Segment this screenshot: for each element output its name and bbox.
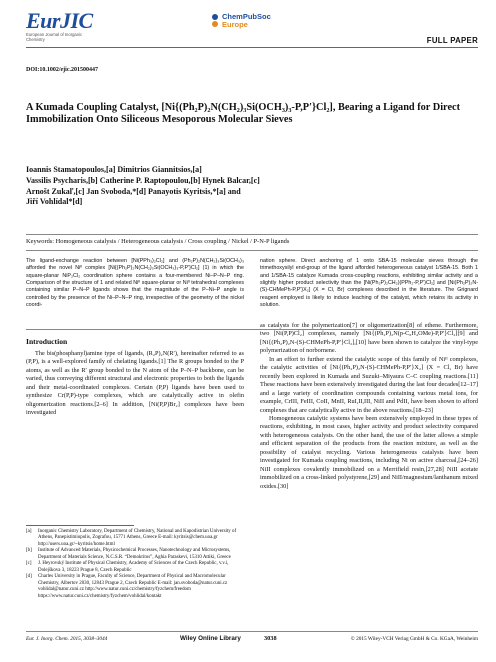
affiliation	[26, 561, 248, 574]
author-line: Vassilis Psycharis,[b] Catherine P. Raptopoulou,[b] Hynek Balcar,[c]	[26, 175, 260, 185]
header-divider	[26, 47, 478, 48]
keywords-bottom-divider	[26, 250, 478, 251]
body-column-left	[26, 350, 244, 418]
affiliation-text: Institute of Advanced Materials, Physicochemical Processes, Nanotechnology and Microsystems, Department of Materials Science, N.C.S.R. “Demokritos”, Aghia Paraskevi, 15310 Attiki, Greece	[38, 548, 231, 560]
keywords-top-divider	[26, 234, 478, 235]
journal-logo	[26, 10, 98, 44]
affiliation-text: Charles University in Prague, Faculty of Science, Department of Physical and Macromolecular Chemistry, Albertov 2030, 12843 Prague 2, Czech Republic E-mail: jan.svoboda@natur.cuni.cz vohlidal@natur.cuni.cz http://www.natur.cuni.cz/chemistry/fyzchem/freedom https://www.natur.cuni.cz/chemistry/fyzchem/vohlidal/kontakt	[38, 574, 228, 599]
doi[interactable]: DOI:10.1002/ejic.201500447	[26, 67, 98, 73]
footer-page-number: 3038	[264, 635, 277, 642]
paragraph: Homogeneous catalytic systems have been extensively employed in these types of reactions, exhibiting, in most cases, higher activity and product selectivity compared with heterogeneous catalysts. On the other hand, the use of the latter allows a simple and efficient separation of the products from the reaction mixture, as well as the possibility of catalyst recycling. Various heterogeneous catalysts have been investigated for Kumada coupling reactions, including Ni on active charcoal,[24–26] NiII complexes covalently immobilized on a Merrifield resin,[27,28] NiII acetate immobilized on a cross-linked polystyrene,[29] and NiII/magnesium/lanthanum mixed oxides.[30]	[260, 414, 478, 490]
keywords: Keywords: Homogeneous catalysis / Heterogeneous catalysis / Cross coupling / Nickel / P-N-P ligands	[26, 238, 290, 245]
footer-citation: Eur. J. Inorg. Chem. 2015, 3038–3044	[26, 636, 108, 642]
section-heading-introduction: Introduction	[26, 337, 68, 346]
abstract-column-left: The ligand-exchange reaction between [Ni(PPh₃)₂Cl₂] and (Ph₂P)₂N(CH₂)₃Si(OCH₃)₃ afforded the novel Niᴵᴵ complex [Ni{(Ph₂P)₂N(CH₂)₃Si(OCH₃)₃-P,P′}Cl₂] (1) in which the square-planar NiP₂Cl₂ coordination sphere contains a four-membered Ni–P–N–P ring. Comparison of the structure of 1 and related Niᴵᴵ square-planar or Niᴵᴵ tetrahedral complexes containing similar P–N–P ligands shows that the magnitude of the P–Ni–P angle is controlled by the presence of the Ni–P–N–P ring, irrespective of the geometry of the nickel coordi-	[26, 258, 244, 309]
footer-divider	[26, 631, 478, 632]
affiliation	[26, 529, 248, 548]
affiliation-text: Inorganic Chemistry Laboratory, Department of Chemistry, National and Kapodistrian University of Athens, Panepistimiopolis, Zografou, 15771 Athens, Greece E-mail: kyritsis@chem.uoa.gr http://users.uoa.gr/~kyritsis/home.html	[38, 529, 237, 547]
affiliation	[26, 574, 248, 600]
paragraph: In an effort to further extend the catalytic scope of this family of Niᴵᴵ complexes, the catalytic activities of [Ni{(Ph₂P)₂N-(S)-CHMePh-P,P′}X₂] (X = Cl, Br) have recently been explored in Kumada and Suzuki–Miyaura C–C coupling reactions.[11] These reactions have been extensively investigated during the last four decades[12–17] and a large variety of coordination compounds containing various metal ions, for example, CrIII, FeIII, CoII, MnII, RuI,II,III, NiII and PdII, have been shown to afford complexes that are catalytically active in the above reactions.[18–23]	[260, 355, 478, 414]
publisher-logo-line2: Europe	[222, 20, 248, 29]
footer-publisher[interactable]: Wiley Online Library	[180, 635, 241, 642]
journal-logo-text: EurJIC	[26, 8, 93, 33]
article-title: A Kumada Coupling Catalyst, [Ni{(Ph₂P)₂N(CH₂)₃Si(OCH₃)₃-P,P′}Cl₂], Bearing a Ligand for Direct Immobilization Onto Siliceous Mesoporous Molecular Sieves	[26, 102, 461, 126]
affiliation-mark: [d]	[26, 574, 32, 580]
author-list	[26, 165, 446, 208]
section-label: FULL PAPER	[426, 36, 478, 45]
author-line: Arnošt Zukaľ,[c] Jan Svoboda,*[d] Panayotis Kyritsis,*[a] and	[26, 186, 241, 196]
affiliations-divider	[26, 525, 134, 526]
paragraph: The bis(phosphanyl)amine type of ligands, (R₂P)₂N(R′), hereinafter referred to as (P,P), is a well-explored family of chelating ligands.[1] The R groups bonded to the P atoms, as well as the R′ group bonded to the N atom of the P–N–P backbone, can be varied, thus conveying different structural and electronic properties to both the ligands and their metal-coordinated complexes. Certain (P,P) ligands have been used to synthesize Cr(P,P)-type complexes, which are catalytically active in olefin oligomerization reactions.[2–6] In addition, [Ni(P,P)Br₂] complexes have been investigated	[26, 350, 244, 417]
affiliation-text: J. Heyrovský Institute of Physical Chemistry, Academy of Sciences of the Czech Republic, v.v.i, Dolejškova 3, 18223 Prague 8, Czech Republic	[38, 561, 229, 573]
author-line: Ioannis Stamatopoulos,[a] Dimitrios Giannitsios,[a]	[26, 165, 202, 174]
affiliation-mark: [c]	[26, 561, 32, 567]
paragraph: as catalysts for the polymerization[7] or oligomerization[8] of ethene. Furthermore, two [Ni(P,P)Cl₂] complexes, namely [Ni{(Ph₂P)₂N(p-C₆H₄OMe)-P,P′}Cl₂][9] and [Ni{(Ph₂P)₂N-(S)-CHMePh-P,P′}Cl₂],[10] have been shown to catalyze the vinyl-type polymerization of norbornene.	[260, 322, 478, 355]
affiliations	[26, 529, 248, 600]
footer-copyright: © 2015 Wiley-VCH Verlag GmbH & Co. KGaA, Weinheim	[350, 636, 478, 642]
footer	[26, 636, 478, 646]
author-line: Jiří Vohlídal*[d]	[26, 197, 83, 207]
affiliation	[26, 548, 248, 561]
body-column-right	[260, 322, 478, 491]
abstract-column-right: nation sphere. Direct anchoring of 1 onto SBA-15 molecular sieves through the trimethoxysilyl end-group of the ligand afforded heterogeneous catalyst 1/SBA-15. Both 1 and 1/SBA-15 catalyze Kumada cross-coupling reactions, exhibiting similar activity and a slightly higher product selectivity than the [Ni(Ph₂P)₂CH₂)(PPh₂-P,P′)Cl₂] and [Ni(Ph₂P)₂N-(S)-CHMePh-P,P′}X₂] (X = Cl, Br) complexes described in the literature. The Grignard reagent employed is likely to induce leaching of the catalyst, which retains its activity in solution.	[260, 258, 478, 309]
affiliation-mark: [b]	[26, 548, 32, 554]
publisher-logo	[210, 13, 280, 29]
publisher-logo-line1: ChemPubSoc	[222, 12, 271, 21]
affiliation-mark: [a]	[26, 529, 32, 534]
publisher-logo-icon	[210, 13, 220, 29]
journal-logo-subtitle: European Journal of Inorganic Chemistry	[26, 32, 83, 42]
